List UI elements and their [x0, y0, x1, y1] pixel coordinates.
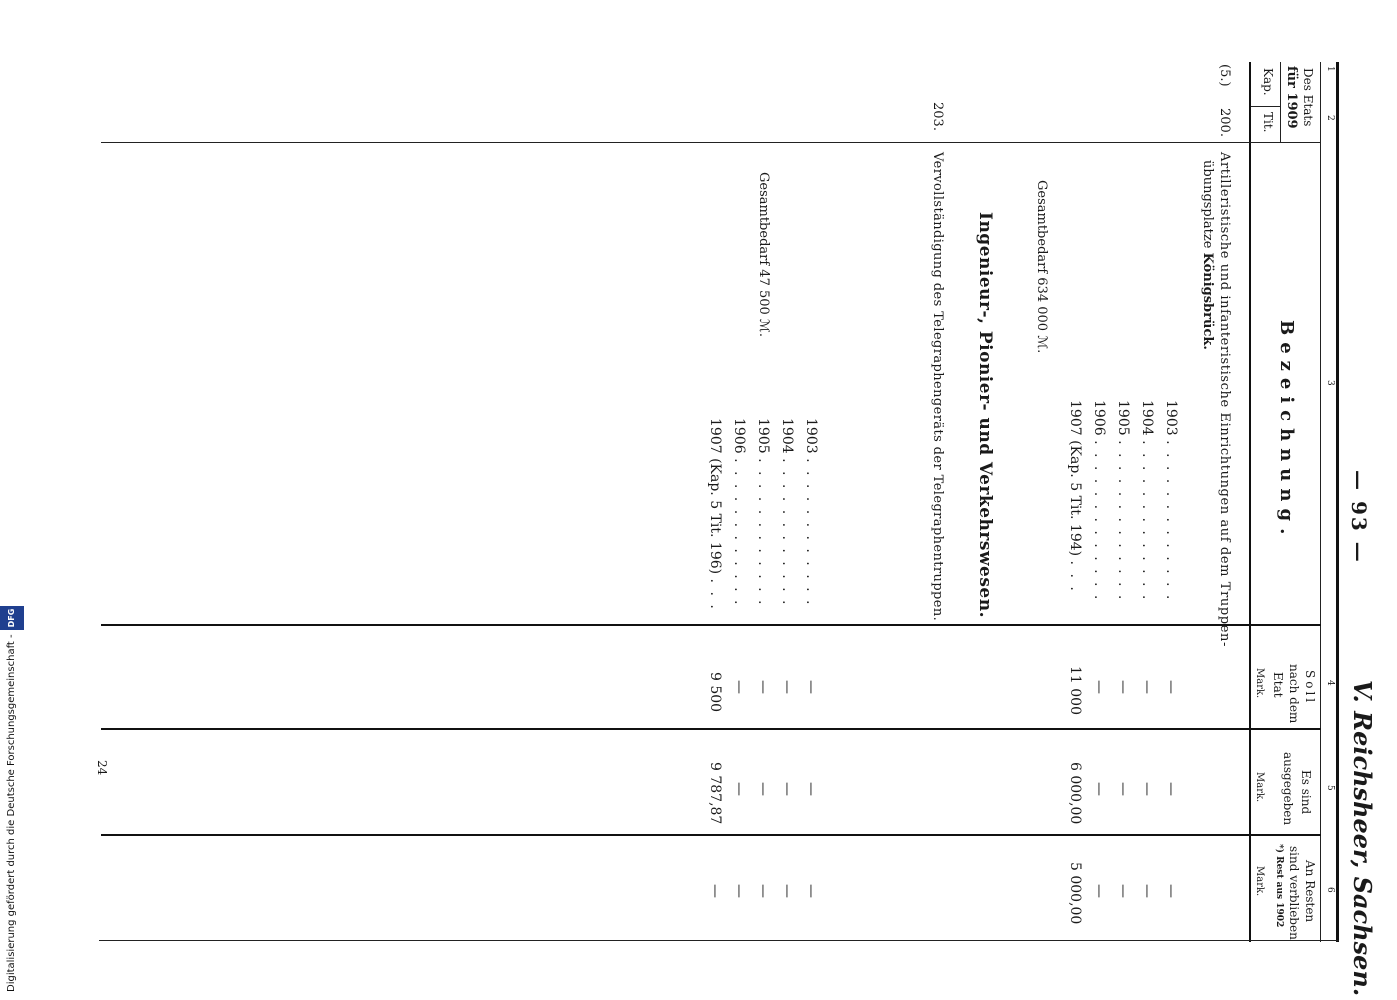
running-title: V. Reichsheer, Sachsen. — [1348, 680, 1377, 997]
entry-200-rest-1906: — — [1091, 884, 1107, 898]
entry-200-title: Artilleristische und infanteristische Einrichtungen auf dem Truppen- — [1217, 152, 1232, 647]
header-tit: Tit. — [1261, 112, 1275, 133]
col-number-3: 3 — [1325, 380, 1335, 386]
header-ausgegeben-unit: Mark. — [1254, 772, 1265, 803]
entry-200-ausgegeben-1906: — — [1091, 782, 1107, 796]
header-resten-3: *) Rest aus 1902 — [1274, 844, 1284, 928]
entry-200-title-cont-bold: Königsbrück. — [1200, 252, 1215, 350]
top-rule — [1336, 62, 1339, 942]
header-etat-line2: für 1909 — [1284, 66, 1299, 129]
entry-200-title-cont-plain: übungsplatze — [1200, 160, 1215, 249]
entry-200-year-1904: 1904 . . . . . . . . . . . . . — [1139, 400, 1155, 602]
entry-200-year-1903: 1903 . . . . . . . . . . . . . — [1163, 400, 1179, 602]
entry-200-rest-1903: — — [1163, 884, 1179, 898]
etat-rule — [1280, 62, 1281, 142]
entry-203-year-1904: 1904 . . . . . . . . . . . . — [779, 418, 795, 607]
page-number: — 93 — — [1347, 470, 1371, 564]
col-number-4: 4 — [1325, 680, 1335, 686]
entry-203-year-1905: 1905 . . . . . . . . . . . . — [755, 418, 771, 607]
entry-200-ausgegeben-1904: — — [1139, 782, 1155, 796]
entry-203-soll-1905: — — [755, 680, 771, 694]
divider-kap-tit — [1251, 106, 1281, 107]
entry-200-soll-1903: — — [1163, 680, 1179, 694]
header-soll-3: Etat — [1271, 672, 1285, 698]
header-etat-line1: Des Etats — [1301, 68, 1315, 127]
col-number-rule — [1320, 62, 1321, 942]
entry-200-soll-1905: — — [1115, 680, 1131, 694]
entry-203-ausgegeben-1904: — — [779, 782, 795, 796]
entry-203-rest-1903: — — [803, 884, 819, 898]
entry-200-gesamtbedarf: Gesamtbedarf 634 000 ℳ. — [1034, 180, 1049, 354]
entry-200-rest-1904: — — [1139, 884, 1155, 898]
col-number-5: 5 — [1325, 785, 1335, 791]
entry-200-soll-1904: — — [1139, 680, 1155, 694]
divider-bezeichnung-soll — [101, 624, 1321, 626]
entry-203-soll-1906: — — [731, 680, 747, 694]
header-ausgegeben-1: Es sind — [1299, 770, 1313, 815]
divider-ausgegeben-resten — [101, 834, 1321, 836]
entry-203-ausgegeben-1906: — — [731, 782, 747, 796]
entry-203-soll-1907: 9 500 — [707, 672, 723, 713]
signature-mark: 24 — [95, 760, 109, 776]
header-bottom-rule — [1249, 62, 1251, 942]
col-number-1: 1 — [1325, 66, 1335, 72]
col-number-2: 2 — [1325, 115, 1335, 121]
header-resten-1: An Resten — [1303, 860, 1317, 923]
entry-203-gesamtbedarf: Gesamtbedarf 47 500 ℳ. — [756, 172, 771, 337]
entry-203-title: Vervollständigung des Telegraphengeräts der Telegraphentruppen. — [930, 152, 945, 622]
entry-200-tit: 200. — [1217, 108, 1232, 137]
entry-200-rest-1905: — — [1115, 884, 1131, 898]
digitization-credit — [0, 0, 22, 1000]
entry-203-tit: 203. — [930, 102, 945, 131]
entry-203-rest-1905: — — [755, 884, 771, 898]
section-heading-ingenieurwesen: Ingenieur-, Pionier- und Verkehrswesen. — [975, 212, 995, 619]
divider-soll-ausgegeben — [101, 728, 1321, 730]
entry-203-year-1903: 1903 . . . . . . . . . . . . — [803, 418, 819, 607]
entry-200-soll-1906: — — [1091, 680, 1107, 694]
header-resten-2: sind verblieben — [1287, 846, 1301, 940]
header-resten-unit: Mark. — [1254, 866, 1265, 897]
entry-200-year-1906: 1906 . . . . . . . . . . . . . — [1091, 400, 1107, 602]
col-number-6: 6 — [1325, 887, 1335, 893]
divider-right-border — [99, 940, 1339, 941]
entry-203-rest-1906: — — [731, 884, 747, 898]
entry-203-soll-1903: — — [803, 680, 819, 694]
entry-203-ausgegeben-1907: 9 787,87 — [707, 762, 723, 825]
header-bezeichnung: Bezeichnung. — [1276, 320, 1297, 542]
entry-200-title-cont — [1200, 160, 1215, 350]
header-soll-unit: Mark. — [1254, 668, 1265, 699]
entry-200-soll-1907: 11 000 — [1067, 666, 1083, 715]
entry-200-ausgegeben-1905: — — [1115, 782, 1131, 796]
entry-203-year-1906: 1906 . . . . . . . . . . . . — [731, 418, 747, 607]
entry-203-year-1907: 1907 (Kap. 5 Tit. 196) . . . — [707, 418, 723, 611]
header-soll-2: nach dem — [1287, 664, 1301, 724]
entry-200-year-1907: 1907 (Kap. 5 Tit. 194) . . . — [1067, 400, 1083, 593]
entry-203-rest-1904: — — [779, 884, 795, 898]
entry-200-kap: (5.) — [1217, 64, 1232, 87]
entry-203-ausgegeben-1905: — — [755, 782, 771, 796]
entry-200-ausgegeben-1907: 6 000,00 — [1067, 762, 1083, 825]
credit-text: Digitalisierung gefördert durch die Deutsche Forschungsgemeinschaft - — [6, 634, 17, 992]
header-ausgegeben-2: ausgegeben — [1281, 752, 1295, 826]
entry-203-rest-1907: — — [707, 884, 723, 898]
entry-200-rest-1907: 5 000,00 — [1067, 862, 1083, 925]
entry-203-soll-1904: — — [779, 680, 795, 694]
entry-203-ausgegeben-1903: — — [803, 782, 819, 796]
entry-200-year-1905: 1905 . . . . . . . . . . . . . — [1115, 400, 1131, 602]
entry-200-ausgegeben-1903: — — [1163, 782, 1179, 796]
header-soll-1: Soll — [1303, 670, 1317, 706]
dfg-logo: DFG — [0, 606, 24, 631]
divider-tit-bezeichnung — [101, 142, 1321, 143]
header-kap: Kap. — [1261, 68, 1275, 96]
